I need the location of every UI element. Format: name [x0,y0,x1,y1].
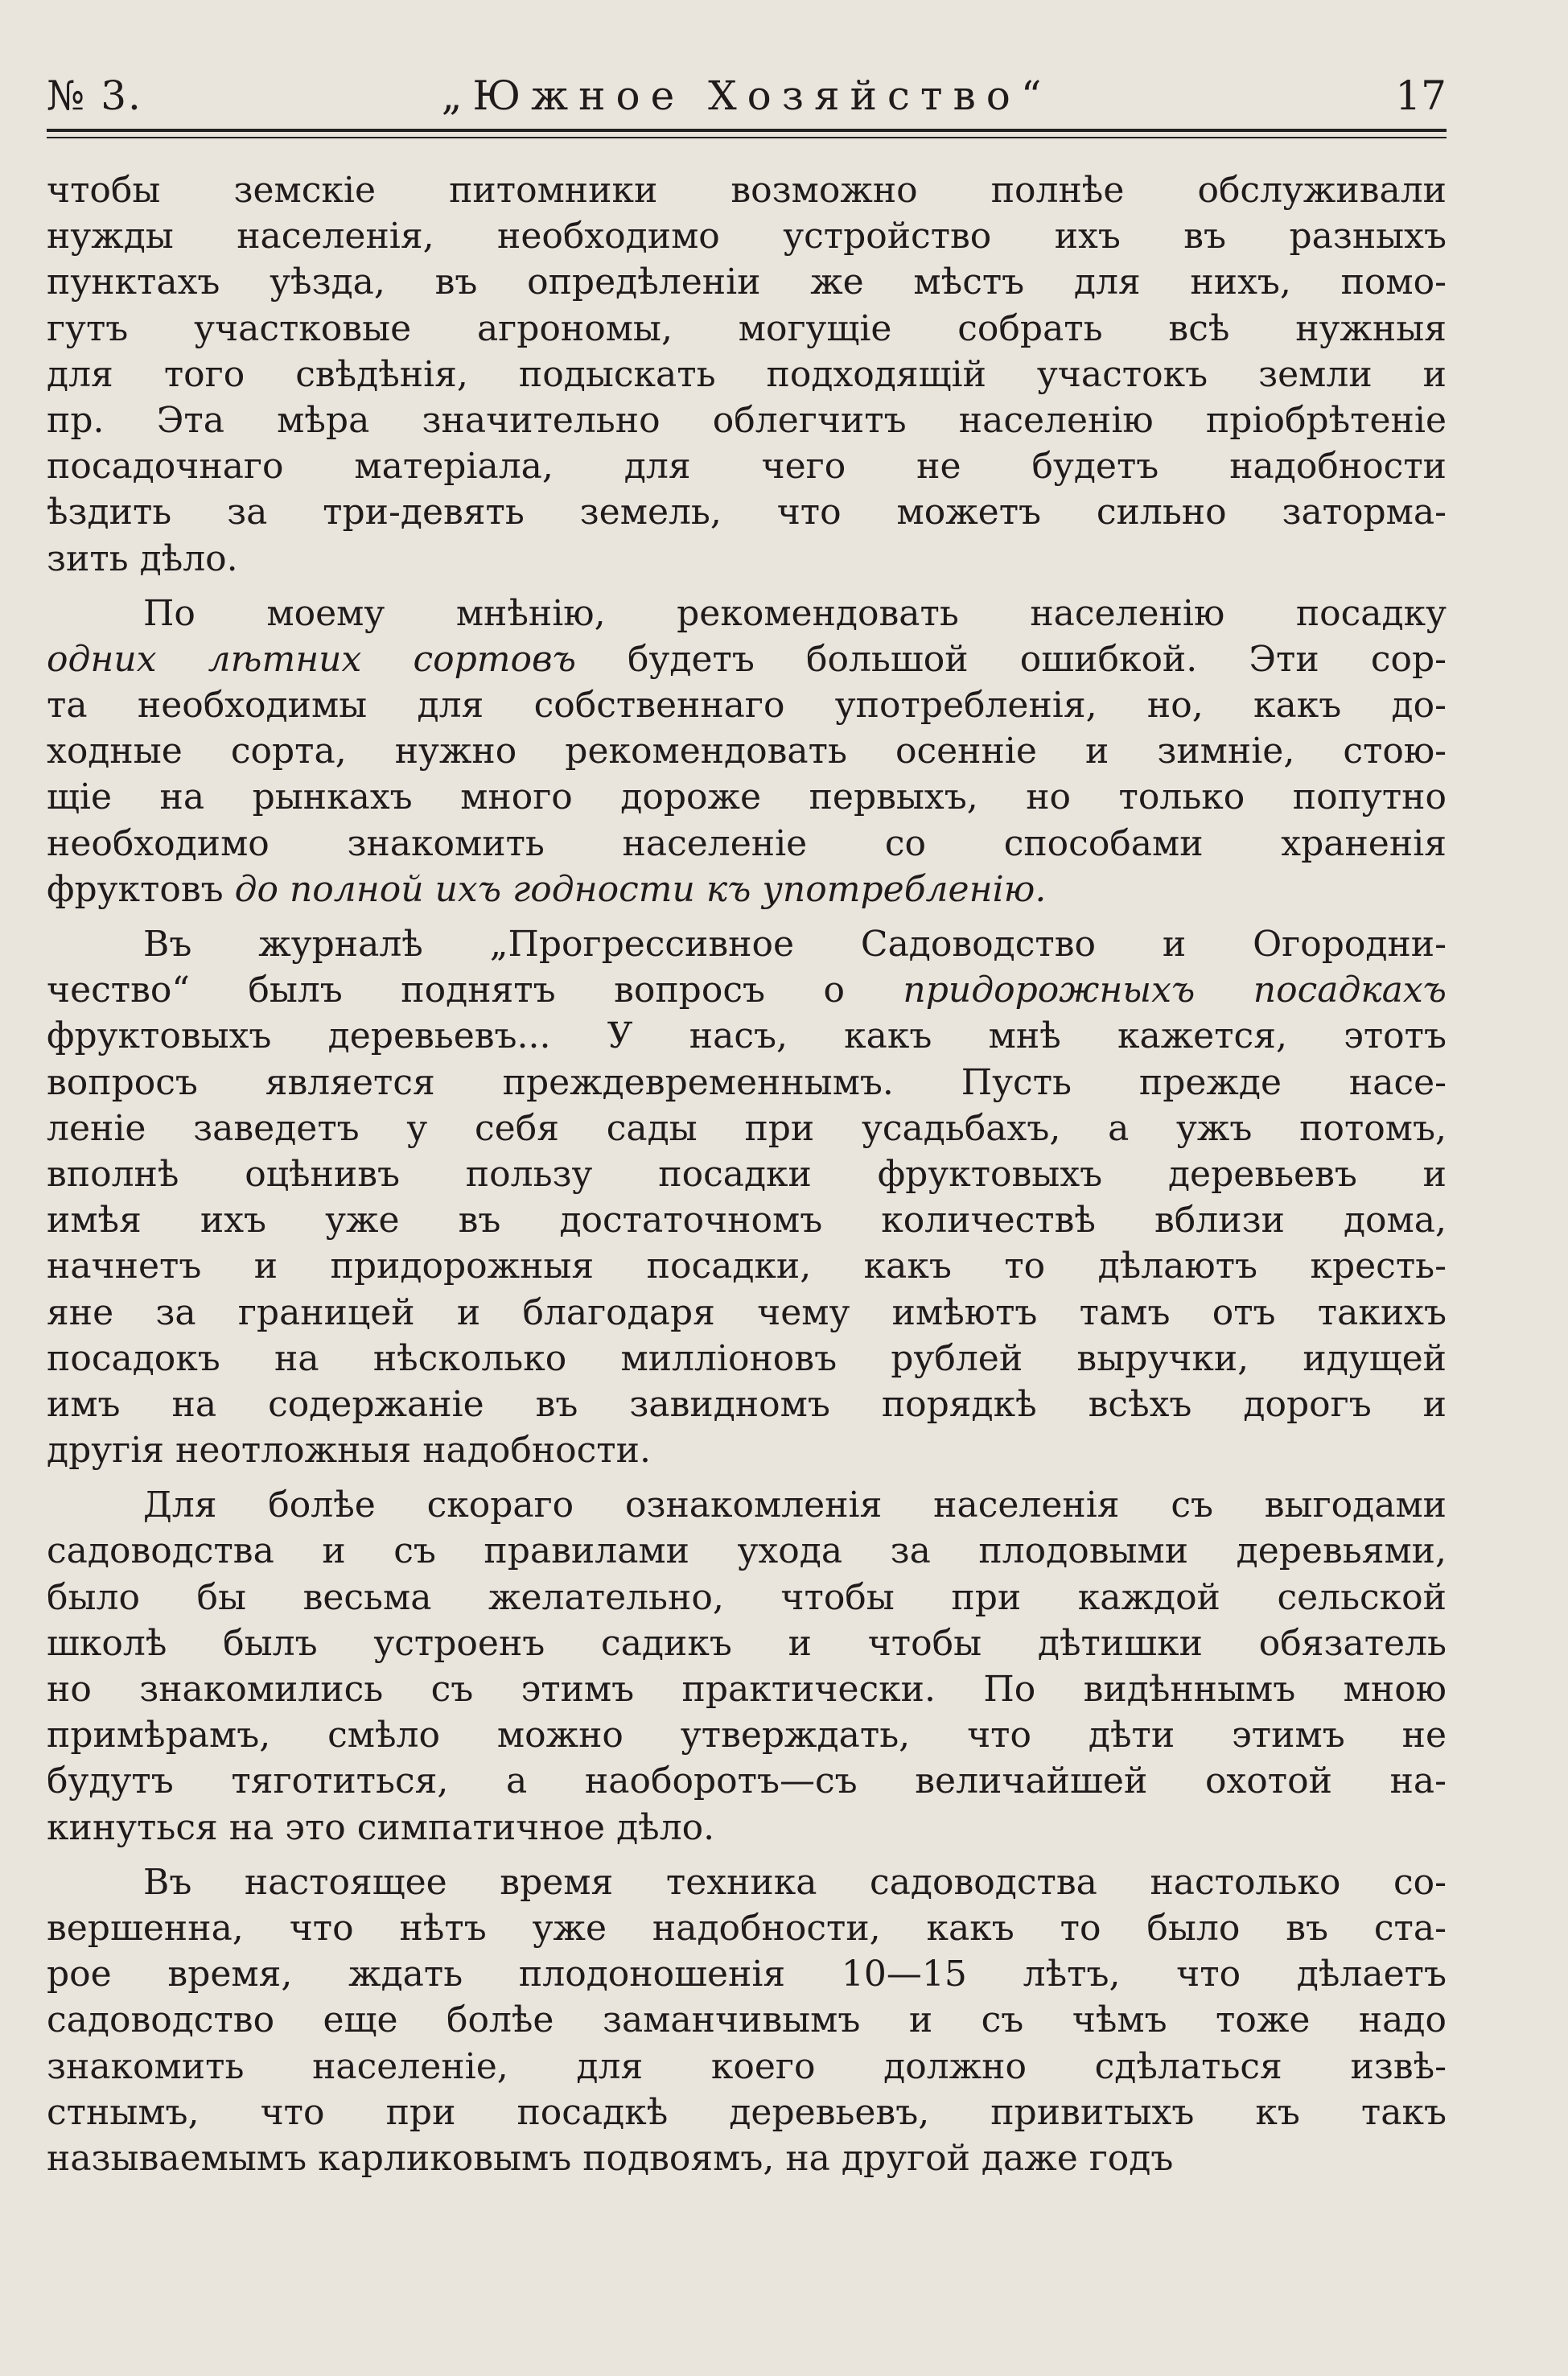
text-segment: знакомить населеніе, для коего должно сдѣлаться извѣ- [47,2045,1447,2087]
text-line [47,591,1447,636]
text-line [47,1290,1447,1336]
text-segment: яне за границей и благодаря чему имѣютъ тамъ отъ такихъ [47,1291,1447,1333]
italic-text: до полной ихъ годности къ употребленію. [234,868,1047,910]
page-number: 17 [1395,72,1447,119]
text-line [47,1712,1447,1758]
text-line [47,967,1447,1013]
text-line [47,1243,1447,1289]
italic-text: одних лѣтних сортовъ [47,638,576,680]
text-line [47,1620,1447,1666]
text-segment: По моему мнѣнію, рекомендовать населенію посадку [143,592,1447,634]
paragraph [47,1859,1447,2181]
text-segment: чтобы земскіе питомники возможно полнѣе обслуживали [47,170,1447,211]
text-line [47,1905,1447,1951]
text-segment: леніе заведетъ у себя сады при усадьбахъ, а ужъ потомъ, [47,1107,1447,1149]
text-line [47,728,1447,774]
text-segment: фруктовыхъ деревьевъ... У насъ, какъ мнѣ кажется, этотъ [47,1015,1447,1057]
text-line [47,2090,1447,2135]
journal-title: „Южное Хозяйство“ [441,72,1052,119]
text-line [47,867,1447,912]
text-segment: начнетъ и придорожныя посадки, какъ то дѣлаютъ кресть- [47,1246,1447,1287]
text-segment: необходимо знакомить населеніе со способами храненія [47,822,1447,864]
text-line [47,1382,1447,1427]
text-segment: вопросъ является преждевременнымъ. Пусть прежде насе- [47,1061,1447,1103]
text-line [47,2044,1447,2090]
text-segment: было бы весьма желательно, чтобы при каждой сельской [47,1576,1447,1618]
text-line [47,774,1447,820]
text-line [47,1482,1447,1528]
text-segment: Въ журналѣ „Прогрессивное Садоводство и Огородни- [143,924,1447,965]
text-line [47,682,1447,728]
italic-text: придорожныхъ посадкахъ [903,970,1447,1011]
text-segment: нужды населенія, необходимо устройство ихъ въ разныхъ [47,216,1447,257]
text-segment: садоводство еще болѣе заманчивымъ и съ чѣмъ тоже надо [47,1999,1447,2041]
text-segment: щіе на рынкахъ много дороже первыхъ, но только попутно [47,776,1447,818]
text-line [47,1106,1447,1151]
page-header [47,72,1447,137]
text-line [47,636,1447,682]
text-line [47,1336,1447,1382]
header-rule-thin [47,137,1447,138]
text-line [47,1805,1447,1851]
text-segment: садоводства и съ правилами ухода за плодовыми деревьями, [47,1530,1447,1572]
text-segment: но знакомились съ этимъ практически. По видѣннымъ мною [47,1669,1447,1710]
text-line [47,352,1447,397]
text-line [47,1013,1447,1059]
text-line [47,1151,1447,1197]
text-segment: чество“ былъ поднятъ вопросъ о [47,970,903,1011]
text-line [47,1427,1447,1473]
text-segment: та необходимы для собственнаго употребленія, но, какъ до- [47,685,1447,727]
text-segment: кинуться на это симпатичное дѣло. [47,1806,715,1848]
text-line [47,167,1447,213]
text-segment: называемымъ карликовымъ подвоямъ, на другой даже годъ [47,2137,1174,2179]
text-line [47,1575,1447,1620]
text-segment: вполнѣ оцѣнивъ пользу посадки фруктовыхъ деревьевъ и [47,1153,1447,1195]
text-segment: Для болѣе скораго ознакомленія населенія съ выгодами [143,1484,1447,1526]
text-segment: ходные сорта, нужно рекомендовать осенніе и зимніе, стою- [47,731,1447,772]
text-segment: посадокъ на нѣсколько милліоновъ рублей выручки, идущей [47,1337,1447,1379]
text-segment: ѣздить за три-девять земель, что можетъ сильно затормa- [47,492,1447,533]
text-line [47,1859,1447,1905]
text-segment: школѣ былъ устроенъ садикъ и чтобы дѣтишки обязатель [47,1622,1447,1664]
text-segment: вершенна, что нѣтъ уже надобности, какъ то было въ ста- [47,1907,1447,1949]
article-body [47,167,1447,2190]
text-segment: для того свѣдѣнія, подыскать подходящій участокъ земли и [47,353,1447,395]
text-segment: рое время, ждать плодоношенія 10—15 лѣтъ, что дѣлаетъ [47,1954,1447,1995]
text-segment: будетъ большой ошибкой. Эти сор- [575,638,1447,680]
text-segment: Въ настоящее время техника садоводства настолько со- [143,1861,1447,1903]
text-segment: другія неотложныя надобности. [47,1430,651,1472]
text-segment: посадочнаго матеріала, для чего не будетъ надобности [47,446,1447,488]
paragraph [47,1482,1447,1851]
text-line [47,213,1447,259]
issue-number: № 3. [47,72,142,119]
text-segment: будутъ тяготиться, а наоборотъ—съ величайшей охотой на- [47,1760,1447,1802]
text-line [47,1997,1447,2043]
text-line [47,259,1447,305]
text-line [47,821,1447,867]
text-segment: имъ на содержаніе въ завидномъ порядкѣ всѣхъ дорогъ и [47,1383,1447,1425]
text-segment: фруктовъ [47,868,235,910]
text-segment: пр. Эта мѣра значительно облегчитъ населенію пріобрѣтеніе [47,399,1447,441]
text-segment: имѣя ихъ уже въ достаточномъ количествѣ вблизи дома, [47,1200,1447,1242]
text-segment: стнымъ, что при посадкѣ деревьевъ, привитыхъ къ такъ [47,2091,1447,2133]
text-line [47,443,1447,489]
text-segment: пунктахъ уѣзда, въ опредѣленіи же мѣстъ для нихъ, помо- [47,261,1447,303]
text-line [47,1197,1447,1243]
text-line [47,1758,1447,1804]
text-line [47,489,1447,535]
text-line [47,306,1447,352]
text-line [47,536,1447,582]
text-segment: гутъ участковые агрономы, могущіе собрать всѣ нужныя [47,307,1447,349]
text-segment: примѣрамъ, смѣло можно утверждать, что дѣти этимъ не [47,1715,1447,1756]
paragraph [47,921,1447,1473]
text-segment: зить дѣло. [47,537,238,579]
paragraph [47,167,1447,582]
text-line [47,1666,1447,1712]
header-rule-thick [47,129,1447,132]
text-line [47,397,1447,443]
text-line [47,1951,1447,1997]
text-line [47,1060,1447,1106]
paragraph [47,591,1447,912]
text-line [47,921,1447,967]
text-line [47,1528,1447,1574]
text-line [47,2135,1447,2181]
